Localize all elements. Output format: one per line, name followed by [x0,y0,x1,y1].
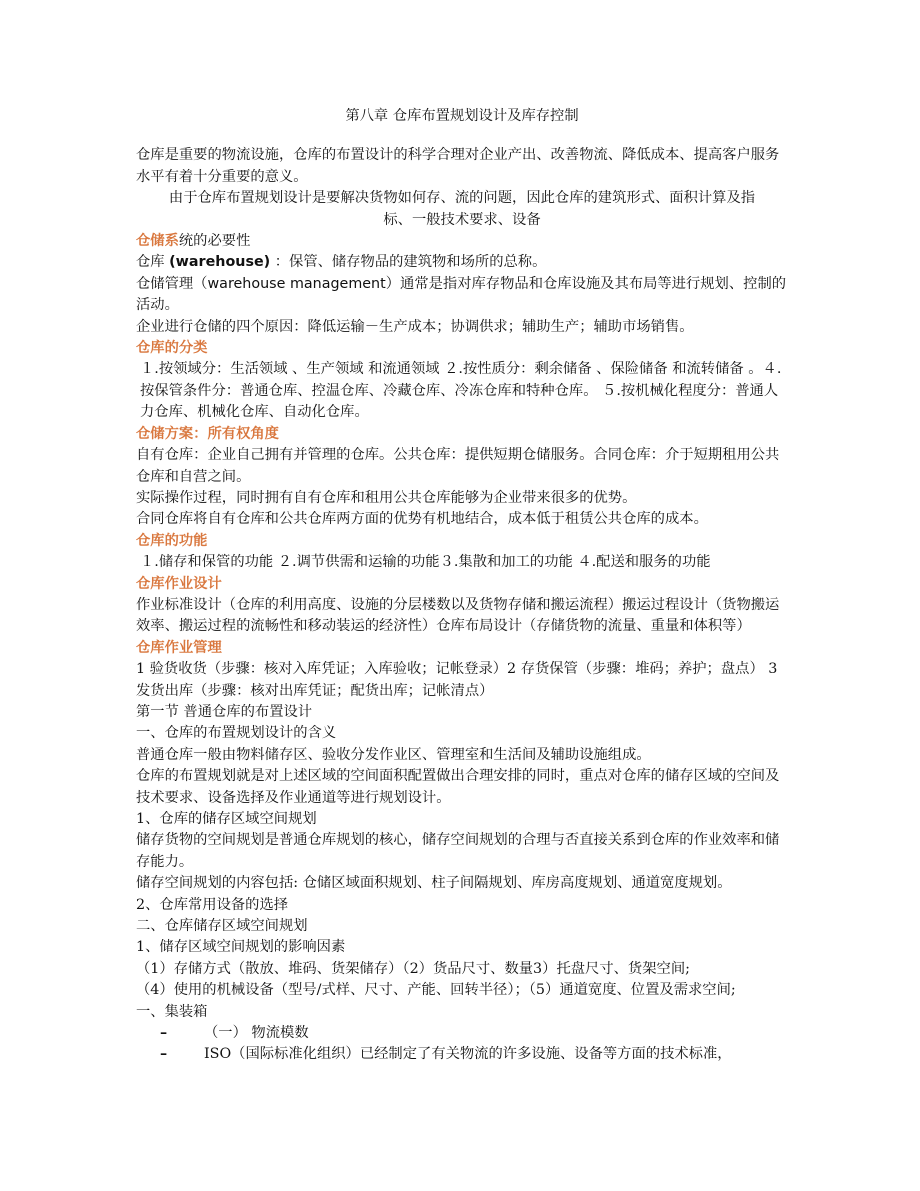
section1-subheading-2: 二、仓库储存区域空间规划 [136,918,308,935]
management-text: 1 验货收货（步骤：核对入库凭证；入库验收；记帐登录）2 存货保管（步骤：堆码；养护；盘点） 3 发货出库（步骤：核对出库凭证；配货出库；记帐清点） [136,661,778,699]
bullet-item [136,1044,788,1065]
intro-paragraph-1: 仓库是重要的物流设施，仓库的布置设计的科学合理对企业产出、改善物流、降低成本、提高客户服务水平有着十分重要的意义。 [136,147,780,185]
intro-paragraph-2a: 由于仓库布置规划设计是要解决货物如何存、流的问题，因此仓库的建筑形式、面积计算及指 [168,190,756,207]
section1-heading-1: 1、仓库的储存区域空间规划 [136,811,317,827]
management-text: ）通常是指对库存物品和仓库设施及其布局等进行规划、控制的活动。 [136,275,787,314]
intro-paragraph-2b: 标、一般技术要求、设备 [383,211,541,228]
section1-paragraph-1: 普通仓库一般由物料储存区、验收分发作业区、管理室和生活间及辅助设施组成。 [136,746,651,763]
section1-title: 第一节 普通仓库的布置设计 [136,703,313,720]
dash-bullet-icon: – [160,1046,168,1063]
container-heading: 一、集装箱 [136,1003,208,1020]
page-title: 第八章 仓库布置规划设计及库存控制 [345,108,579,124]
classification-heading: 仓库的分类 [136,340,208,357]
warehouse-management-definition [136,274,788,317]
section1-paragraph-2: 仓库的布置规划就是对上述区域的空间面积配置做出合理安排的同时，重点对仓库的储存区域的空间及技术要求、设备选择及作业通道等进行规划设计。 [136,768,780,806]
scheme-heading: 仓储方案：所有权角度 [136,425,279,442]
bullet-text: （一） 物流模数 [204,1025,309,1042]
scheme-paragraph-1: 自有仓库：企业自己拥有并管理的仓库。公共仓库：提供短期仓储服务。合同仓库：介于短期租用公共仓库和自营之间。 [136,447,780,485]
design-text: 作业标准设计（仓库的利用高度、设施的分层楼数以及货物存储和搬运流程）搬运过程设计（货物搬运效率、搬运过程的流畅性和移动装运的经济性）仓库布局设计（存储货物的流量、重量和体积等） [136,596,780,635]
dash-bullet-icon: – [160,1025,168,1042]
factor-line-2: （4）使用的机械设备（型号/式样、尺寸、产能、回转半径）；（5）通道宽度、位置及需求空间; [136,982,736,999]
warehouse-definition [136,252,788,273]
storage-reasons: 企业进行仓储的四个原因：降低运输－生产成本；协调供求；辅助生产；辅助市场销售。 [136,318,694,335]
necessity-heading-rest: 统的必要性 [178,233,251,250]
management-term: 仓储管理（ [136,275,208,292]
section1-paragraph-4: 储存空间规划的内容包括: 仓储区域面积规划、柱子间隔规划、库房高度规划、通道宽度规划。 [136,875,732,892]
definition-term: 仓库 [136,254,170,271]
document-body [136,106,788,1066]
section1-paragraph-3: 储存货物的空间规划是普通仓库规划的核心，储存空间规划的合理与否直接关系到仓库的作业效率和储存能力。 [136,832,780,870]
management-heading: 仓库作业管理 [136,639,222,656]
functions-heading: 仓库的功能 [136,532,208,549]
classification-text: １.按领域分：生活领域 、生产领域 和流通领域 ２.按性质分：剩余储备 、保险储备 和流转储备 。４.按保管条件分：普通仓库、控温仓库、冷藏仓库、冷冻仓库和特种仓库。 ５.按机械化程度分：普通人力仓库、机械化仓库、自动化仓库。 [140,361,782,421]
section1-heading-2: 2、仓库常用设备的选择 [136,896,289,913]
definition-english: (warehouse) [169,254,271,271]
section1-heading-3: 1、储存区域空间规划的影响因素 [136,939,346,956]
section1-subheading-1: 一、仓库的布置规划设计的含义 [136,725,337,742]
scheme-paragraph-2: 实际操作过程，同时拥有自有仓库和租用公共仓库能够为企业带来很多的优势。 [136,489,637,506]
design-heading: 仓库作业设计 [136,575,222,592]
bullet-item [136,1023,788,1044]
management-english: warehouse management [207,275,386,292]
factor-line-1: （1）存储方式（散放、堆码、货架储存）（2）货品尺寸、数量3）托盘尺寸、货架空间; [136,960,690,977]
definition-text: ：保管、储存物品的建筑物和场所的总称。 [270,254,547,271]
bullet-text: ISO（国际标准化组织）已经制定了有关物流的许多设施、设备等方面的技术标准， [204,1046,732,1063]
necessity-heading-highlight: 仓储系 [136,233,179,250]
functions-text: １.储存和保管的功能 ２.调节供需和运输的功能３.集散和加工的功能 ４.配送和服务的功能 [140,554,711,571]
scheme-paragraph-3: 合同仓库将自有仓库和公共仓库两方面的优势有机地结合，成本低于租赁公共仓库的成本。 [136,511,708,528]
necessity-heading [136,231,788,252]
